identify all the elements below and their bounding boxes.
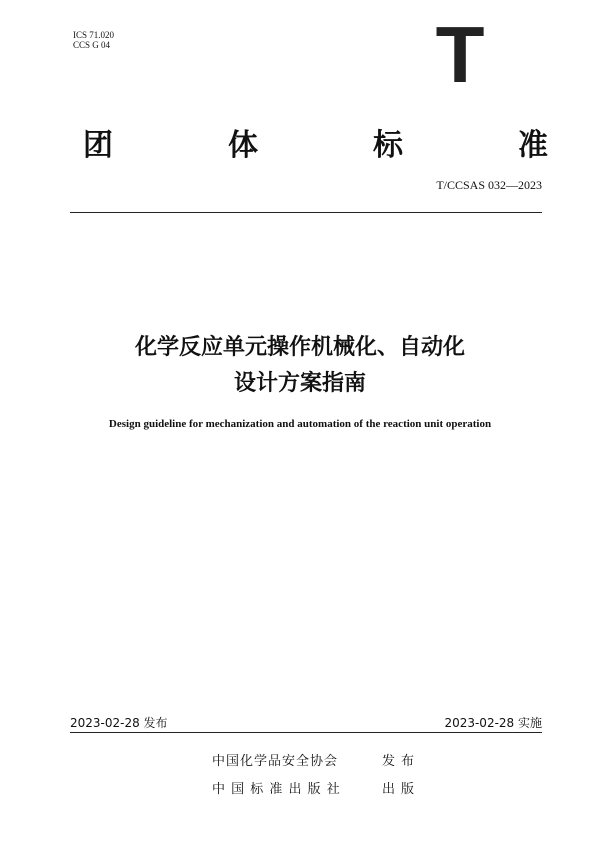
publisher-row — [212, 778, 452, 797]
publisher-row — [212, 750, 452, 769]
publisher-action: 发布 — [382, 754, 421, 769]
top-divider — [70, 212, 542, 213]
bottom-divider — [70, 732, 542, 733]
implement-date: 2023-02-28 实施 — [444, 716, 542, 730]
classification-codes — [73, 30, 114, 50]
publisher-org: 中 国 标 准 出 版 社 — [212, 782, 341, 797]
publisher-action: 出版 — [382, 782, 421, 797]
category-char: 标 — [373, 128, 403, 163]
category-char: 体 — [228, 128, 258, 163]
chinese-title-line-1: 化学反应单元操作机械化、自动化 — [134, 335, 465, 360]
publish-date: 2023-02-28 发布 — [70, 716, 168, 730]
ccs-code: CCS G 04 — [73, 40, 111, 50]
ics-code: ICS 71.020 — [73, 30, 115, 40]
english-title: Design guideline for mechanization and automation of the reaction unit operation — [108, 418, 492, 430]
category-char: 准 — [518, 128, 548, 163]
standard-type-logo: T — [435, 10, 485, 99]
standard-number: T/CCSAS 032—2023 — [436, 178, 542, 192]
chinese-title — [0, 330, 600, 402]
publisher-org: 中国化学品安全协会 — [212, 754, 339, 769]
category-char: 团 — [83, 128, 113, 163]
chinese-title-line-2: 设计方案指南 — [233, 371, 366, 396]
standard-category — [83, 120, 548, 164]
